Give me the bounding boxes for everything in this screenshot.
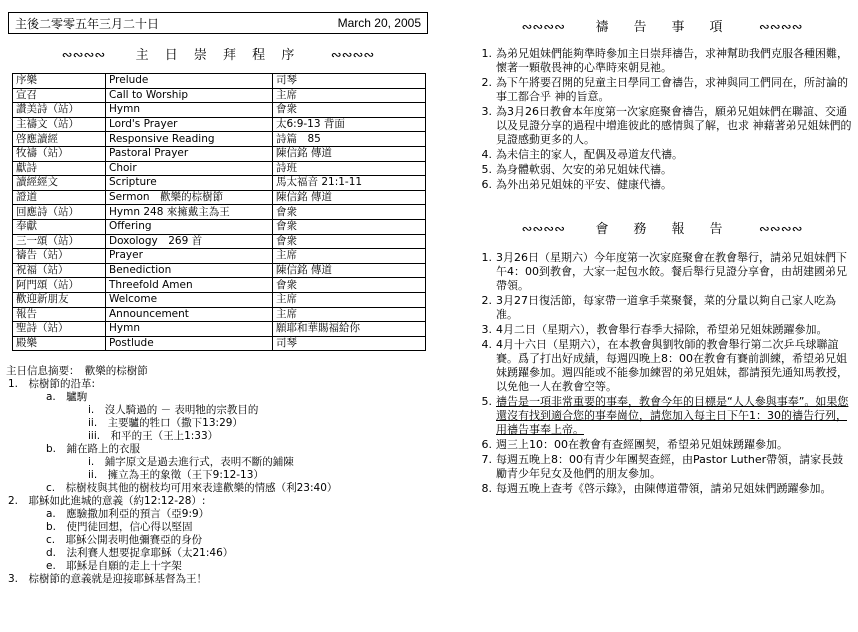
sermon-line: iii. 和平的王（王上1:33） (88, 430, 219, 443)
report-item-number: 8. (481, 482, 492, 495)
order-item-leader: 詩班 (273, 161, 426, 176)
order-item-leader: 陳信銘 傳道 (273, 146, 426, 161)
prayer-item-text: 為外出弟兄姐妹的平安、健康代禱。 (496, 178, 672, 191)
prayer-item-number: 6. (481, 178, 492, 191)
order-row (13, 88, 426, 103)
report-title-text: 會 務 報 告 (595, 222, 729, 237)
order-item-english: Prayer (106, 249, 273, 264)
order-item-chinese: 獻詩 (13, 161, 106, 176)
ornament-left: ∾∾∾∾ (521, 20, 566, 35)
order-item-chinese: 報告 (13, 307, 106, 322)
left-column (8, 12, 428, 586)
order-row (13, 219, 426, 234)
report-title (470, 218, 854, 237)
order-item-english: Welcome (106, 292, 273, 307)
order-item-leader: 主席 (273, 88, 426, 103)
ornament-left: ∾∾∾∾ (521, 222, 566, 237)
sermon-line: 2. 耶穌如此進城的意義（約12:12-28）: (8, 495, 206, 508)
ornament-left: ∾∾∾∾ (61, 48, 106, 63)
report-item-number: 3. (481, 323, 492, 336)
order-row (13, 234, 426, 249)
sermon-line: a. 驢駒 (46, 391, 88, 404)
order-row (13, 278, 426, 293)
order-item-chinese: 三一頌（站） (13, 234, 106, 249)
order-item-leader: 陳信銘 傳道 (273, 263, 426, 278)
order-row (13, 263, 426, 278)
order-item-chinese: 主禱文（站） (13, 117, 106, 132)
order-row (13, 190, 426, 205)
order-item-english: Hymn (106, 322, 273, 337)
order-item-leader: 太6:9-13 背面 (273, 117, 426, 132)
report-item-number: 7. (481, 453, 492, 466)
sermon-line: a. 應驗撒加利亞的預言（亞9:9） (46, 508, 210, 521)
report-item-text: 3月26日（星期六）今年度第一次家庭聚會在教會舉行，請弟兄姐妹們下午4：00到教會，大家一起包水餃。餐后舉行見證分享會，由胡建國弟兄帶領。 (496, 251, 847, 292)
order-item-english: Doxology 269 首 (106, 234, 273, 249)
prayer-title-text: 禱 告 事 項 (595, 20, 729, 35)
order-item-leader: 願耶和華賜福給你 (273, 322, 426, 337)
sermon-line: c. 棕樹枝與其他的樹枝均可用來表達歡樂的情感（利23:40） (46, 482, 338, 495)
order-row (13, 161, 426, 176)
report-item-number: 5. (481, 395, 492, 408)
order-item-english: Announcement (106, 307, 273, 322)
order-item-chinese: 奉獻 (13, 219, 106, 234)
order-item-english: Pastoral Prayer (106, 146, 273, 161)
prayer-item-text: 為弟兄姐妹們能夠準時參加主日崇拜禱告，求神幫助我們克服各種困難，懷著一顆敬畏神的心準時來朝見祂。 (496, 47, 848, 74)
ornament-right: ∾∾∾∾ (758, 222, 803, 237)
prayer-item-number: 3. (481, 105, 492, 118)
worship-order-table (12, 73, 426, 351)
order-item-leader: 司琴 (273, 74, 426, 89)
report-item (470, 395, 854, 437)
report-item (470, 323, 854, 337)
prayer-item (470, 163, 854, 177)
order-title-text: 主 日 崇 拜 程 序 (135, 48, 301, 63)
date-bar (8, 12, 428, 34)
order-row (13, 336, 426, 351)
order-item-chinese: 歡迎新朋友 (13, 292, 106, 307)
order-item-chinese: 殿樂 (13, 336, 106, 351)
prayer-item (470, 76, 854, 104)
report-item-number: 4. (481, 338, 492, 351)
report-item-number: 1. (481, 251, 492, 264)
date-english: March 20, 2005 (337, 16, 421, 30)
order-row (13, 322, 426, 337)
order-item-english: Prelude (106, 74, 273, 89)
order-item-leader: 會衆 (273, 219, 426, 234)
report-item (470, 482, 854, 496)
order-item-leader: 會衆 (273, 205, 426, 220)
sermon-line: ii. 主要驢的牲口（撒下13:29） (88, 417, 243, 430)
sermon-line: i. 沒人騎過的 － 表明牠的宗教目的 (88, 404, 259, 417)
order-row (13, 103, 426, 118)
order-item-leader: 會衆 (273, 278, 426, 293)
order-item-english: Offering (106, 219, 273, 234)
right-column (470, 12, 854, 497)
order-item-chinese: 禱告（站） (13, 249, 106, 264)
report-item-text: 4月十六日（星期六），在本教會與劉牧師的教會舉行第二次乒乓球聯誼賽。爲了打出好成績，每週四晚上8：00在教會有賽前訓練，希望弟兄姐妹踴躍參加。週四能或不能參加練習的弟兄姐妹，都請預先通知馬教授，以免他一人在教會空等。 (496, 338, 848, 393)
order-item-leader: 司琴 (273, 336, 426, 351)
order-item-english: Choir (106, 161, 273, 176)
prayer-item (470, 178, 854, 192)
prayer-item-text: 為3月26日教會本年度第一次家庭聚會禱告，願弟兄姐妹們在聯誼、交通以及見證分享的過程中增進彼此的感情與了解，也求 神藉著弟兄姐妹們的見證感動更多的人。 (496, 105, 852, 146)
report-item-number: 2. (481, 294, 492, 307)
order-item-leader: 主席 (273, 292, 426, 307)
report-item-text: 每週五晚上8：00有青少年團契查經，由Pastor Luther帶領，請家長鼓勵青少年兒女及他們的朋友參加。 (496, 453, 844, 480)
order-item-english: Responsive Reading (106, 132, 273, 147)
order-item-english: Call to Worship (106, 88, 273, 103)
prayer-item-text: 為下午將要召開的兒童主日學同工會禱告，求神與同工們同在，所討論的事工都合乎 神的旨意。 (496, 76, 848, 103)
prayer-item (470, 105, 854, 147)
report-item (470, 338, 854, 394)
order-row (13, 74, 426, 89)
order-item-english: Postlude (106, 336, 273, 351)
order-row (13, 146, 426, 161)
sermon-line: e. 耶穌是自願的走上十字架 (46, 560, 182, 573)
order-item-chinese: 聖詩（站） (13, 322, 106, 337)
order-item-leader: 主席 (273, 307, 426, 322)
prayer-item (470, 148, 854, 162)
order-row (13, 132, 426, 147)
order-item-leader: 會衆 (273, 234, 426, 249)
sermon-heading: 主日信息摘要： 歡樂的棕樹節 (6, 365, 148, 378)
report-item (470, 251, 854, 293)
order-item-chinese: 啓應讀經 (13, 132, 106, 147)
sermon-line: d. 法利賽人想要捉拿耶穌（太21:46） (46, 547, 234, 560)
order-item-leader: 馬太福音 21:1-11 (273, 176, 426, 191)
sermon-summary (6, 365, 428, 586)
order-row (13, 249, 426, 264)
prayer-item-number: 4. (481, 148, 492, 161)
order-item-leader: 主席 (273, 249, 426, 264)
report-item-text: 3月27日復活節，每家帶一道拿手菜聚餐，菜的分量以夠自己家人吃為准。 (496, 294, 836, 321)
order-item-chinese: 讀經經文 (13, 176, 106, 191)
order-item-leader: 陳信銘 傳道 (273, 190, 426, 205)
prayer-item (470, 47, 854, 75)
ornament-right: ∾∾∾∾ (758, 20, 803, 35)
order-item-english: Hymn (106, 103, 273, 118)
sermon-line: b. 鋪在路上的衣服 (46, 443, 141, 456)
report-item-text: 週三上10：00在教會有查經團契，希望弟兄姐妹踴躍參加。 (496, 438, 788, 451)
sermon-line: 3. 棕樹節的意義就是迎接耶穌基督為王！ (8, 573, 208, 586)
order-item-leader: 詩篇 85 (273, 132, 426, 147)
order-item-english: Lord's Prayer (106, 117, 273, 132)
sermon-line: i. 鋪字原文是過去進行式，表明不斷的鋪陳 (88, 456, 294, 469)
prayer-item-text: 為身體軟弱、欠安的弟兄姐妹代禱。 (496, 163, 672, 176)
prayer-item-text: 為未信主的家人，配偶及尋道友代禱。 (496, 148, 683, 161)
report-item-number: 6. (481, 438, 492, 451)
order-item-chinese: 祝福（站） (13, 263, 106, 278)
order-item-chinese: 宣召 (13, 88, 106, 103)
ornament-right: ∾∾∾∾ (330, 48, 375, 63)
report-item (470, 453, 854, 481)
order-item-english: Sermon 歡樂的棕樹節 (106, 190, 273, 205)
report-item-text: 每週五晚上查考《啓示錄》，由陳傳道帶領，請弟兄姐妹們踴躍參加。 (496, 482, 832, 495)
order-item-chinese: 牧禱（站） (13, 146, 106, 161)
report-list (470, 251, 854, 496)
sermon-line: 1. 棕樹節的沿革: (8, 378, 96, 391)
order-item-chinese: 讚美詩（站） (13, 103, 106, 118)
order-item-english: Hymn 248 來擁戴主為王 (106, 205, 273, 220)
report-item (470, 294, 854, 322)
prayer-title (470, 16, 854, 35)
sermon-line: c. 耶穌公開表明他彌賽亞的身份 (46, 534, 203, 547)
order-row (13, 307, 426, 322)
order-title (8, 44, 428, 63)
report-item-text: 禱告是一項非常重要的事奉，教會今年的目標是“人人參與事奉”。如果您還沒有找到適合您的事奉崗位，請您加入每主日下午1：30的禱告行列，用禱告事奉上帝。 (496, 395, 849, 436)
prayer-item-number: 5. (481, 163, 492, 176)
prayer-item-number: 2. (481, 76, 492, 89)
order-item-english: Threefold Amen (106, 278, 273, 293)
order-row (13, 117, 426, 132)
date-chinese: 主後二零零五年三月二十日 (15, 16, 160, 31)
report-item-text: 4月二日（星期六），教會舉行春季大掃除，希望弟兄姐妹踴躍參加。 (496, 323, 828, 336)
order-item-chinese: 回應詩（站） (13, 205, 106, 220)
order-item-leader: 會衆 (273, 103, 426, 118)
order-item-chinese: 阿門頌（站） (13, 278, 106, 293)
order-row (13, 292, 426, 307)
report-item (470, 438, 854, 452)
order-row (13, 176, 426, 191)
prayer-list (470, 47, 854, 192)
prayer-item-number: 1. (481, 47, 492, 60)
order-item-chinese: 證道 (13, 190, 106, 205)
order-item-english: Benediction (106, 263, 273, 278)
sermon-line: ii. 擁立為王的象徵（王下9:12-13） (88, 469, 264, 482)
order-row (13, 205, 426, 220)
order-item-chinese: 序樂 (13, 74, 106, 89)
sermon-line: b. 使門徒回想，信心得以堅固 (46, 521, 193, 534)
order-item-english: Scripture (106, 176, 273, 191)
